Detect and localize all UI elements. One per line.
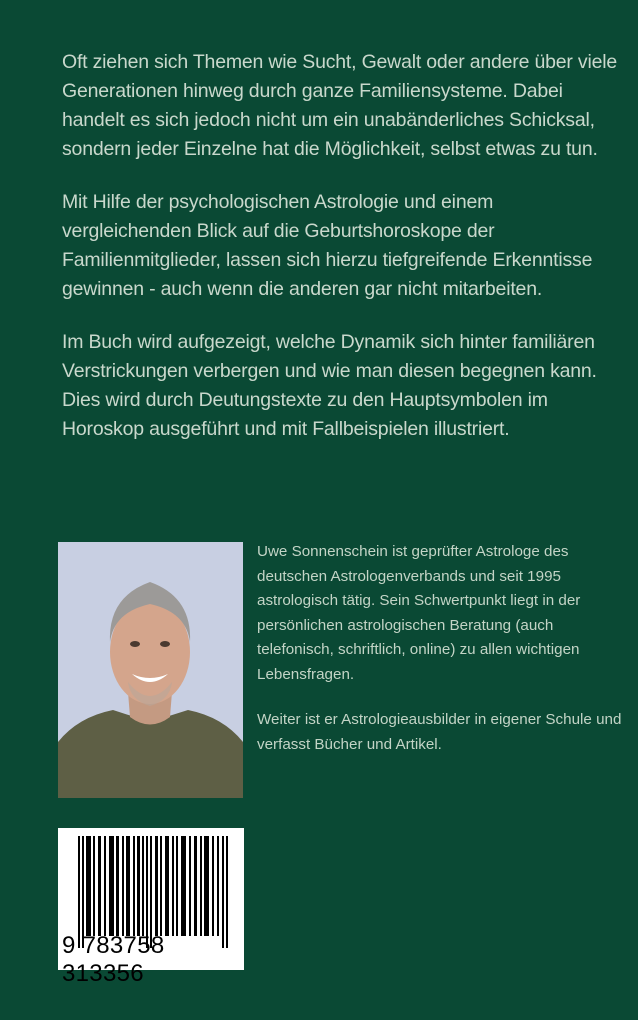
isbn-barcode <box>58 828 244 987</box>
bio-paragraph: Uwe Sonnenschein ist geprüfter Astrologe des deutschen Astrologenverbands und seit 1995 astrologisch tätig. Sein Schwertpunkt liegt in der persönlichen astrologischen Beratung (auch telefonisch, schriftlich, online) zu allen wichtigen Lebensfragen. <box>257 543 581 683</box>
back-cover-blurb <box>62 48 622 468</box>
blurb-paragraph: Mit Hilfe der psychologischen Astrologie und einem vergleichenden Blick auf die Geburtshoroskope der Familienmitglieder, lassen sich hierzu tiefgreifende Erkenntisse gewinnen - auch wenn die anderen gar nicht mitarbeiten. <box>62 191 593 300</box>
blurb-paragraph: Oft ziehen sich Themen wie Sucht, Gewalt oder andere über viele Generationen hinweg durch ganze Familiensysteme. Dabei handelt es sich jedoch nicht um ein unabänderliches Schicksal, sondern jeder Einzelne hat die Möglichkeit, selbst etwas zu tun. <box>62 51 618 160</box>
bio-paragraph: Weiter ist er Astrologieausbilder in eigener Schule und verfasst Bücher und Artikel. <box>257 711 622 753</box>
isbn-number: 9 783758 313356 <box>62 932 165 987</box>
author-bio <box>257 540 632 778</box>
author-photo <box>58 542 243 798</box>
blurb-paragraph: Im Buch wird aufgezeigt, welche Dynamik sich hinter familiären Verstrickungen verbergen und wie man diesen begegnen kann. Dies wird durch Deutungstexte zu den Hauptsymbolen im Horoskop ausgeführt und mit Fallbeispielen illustriert. <box>62 331 597 440</box>
